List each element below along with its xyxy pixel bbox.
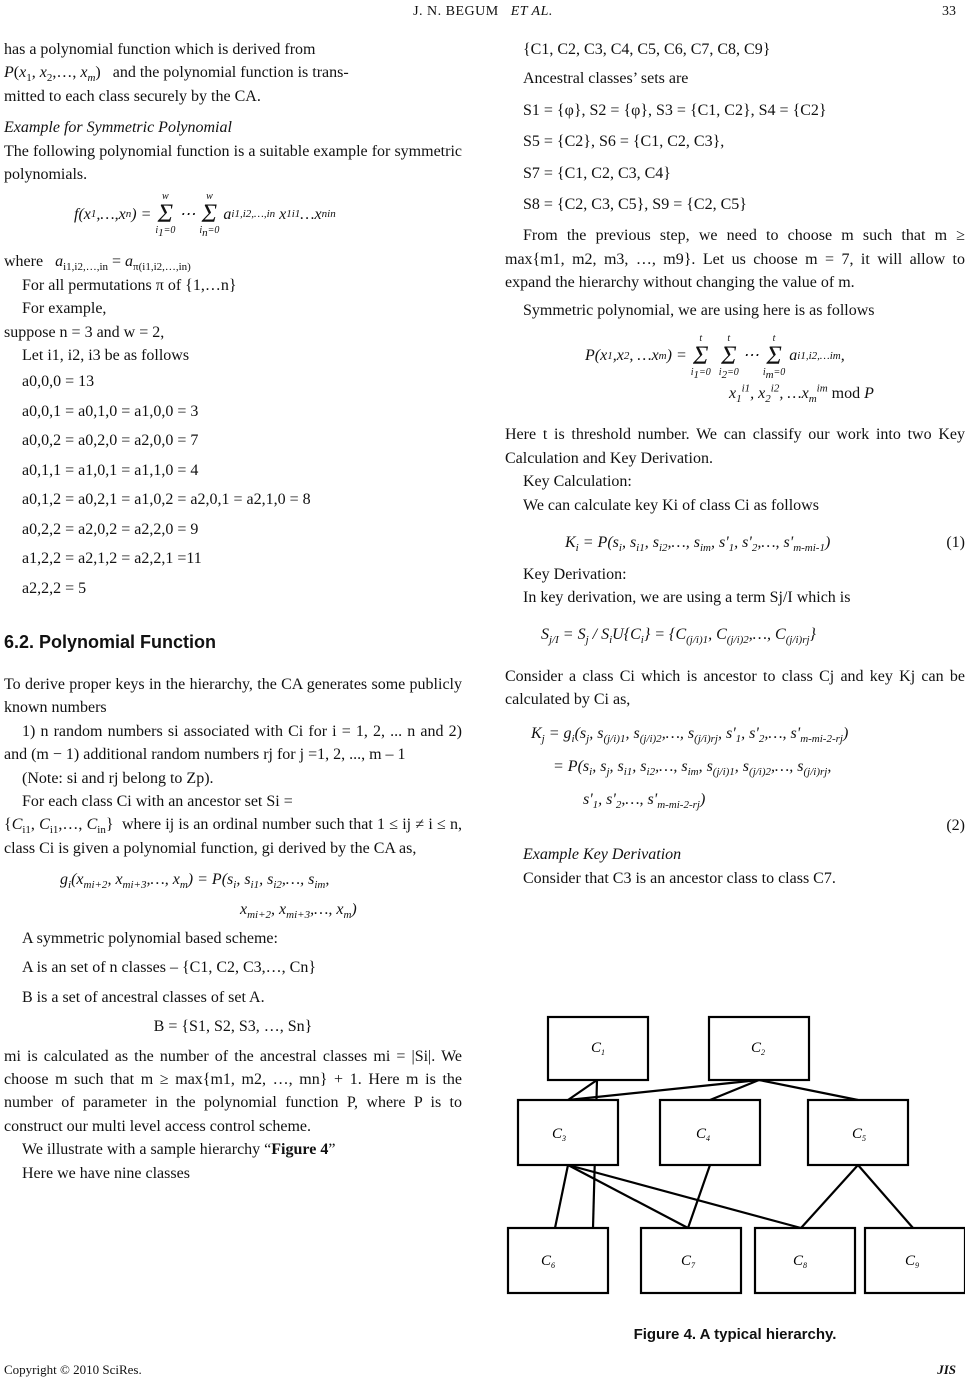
left-p6: mi is calculated as the number of the ancestral classes mi = |Si|. We choose m such that m ≥ max{m1, m2, …, mn} + 1. Here m is the number of parameter in the polynomial function P, where P is to construct our multi level access control scheme. <box>4 1047 462 1135</box>
left-p4: 1) n random numbers si associated with Ci for i = 1, 2, ... n and 2) and (m − 1) additional random numbers rj for j =1, 2, ..., m – 1 <box>4 722 462 764</box>
section-heading: 6.2. Polynomial Function <box>4 632 217 653</box>
example-heading: Example for Symmetric Polynomial <box>4 119 232 137</box>
label-C4: $C_4$ <box>696 1126 711 1143</box>
note-line: (Note: si and rj belong to Zp). <box>22 769 214 787</box>
coeff-item: a1,2,2 = a2,1,2 = a2,2,1 =11 <box>22 550 202 568</box>
coeff-item: a0,1,2 = a0,2,1 = a1,0,2 = a2,0,1 = a2,1,0 = 8 <box>22 491 311 509</box>
example-key-derivation-line: Consider that C3 is an ancestor class to class C7. <box>523 869 836 887</box>
left-p1c: mitted to each class securely by the CA. <box>4 87 261 105</box>
copyright: Copyright © 2010 SciRes. <box>4 1362 142 1377</box>
key-deriv-heading: Key Derivation: <box>523 565 627 583</box>
ancestral-line: Ancestral classes’ sets are <box>523 70 689 88</box>
example-key-derivation-heading: Example Key Derivation <box>523 846 682 864</box>
key-calc-heading: Key Calculation: <box>523 473 632 491</box>
equation-2: $K_j = g_i(s_j$, $s_{(j/i)1}$, $s_{(j/i)2},\dots$, $s_{(j/i)rj}$, $s'_1$, $s'_2,\dots$, $s'_{m-mi-2-rj}$) = $P(s_i$, $s_j$, $s_{i1}$, $s_{i2},\dots$, $s_{im}$, $s_{(j/i)1}$, $s_{(j/i)2},\dots$, $s_{(j/i)rj}$, $s'_1$, $s'_2,\dots$, $s'_{m-mi-2-rj}$) (2) <box>505 722 965 838</box>
left-p1: has a polynomial function which is derived from <box>4 41 316 58</box>
equation-number-1: (1) <box>946 534 965 552</box>
right-p4: Consider a class Ci which is ancestor to class Cj and key Kj can be calculated by Ci as, <box>505 667 965 709</box>
coeff-item: a0,0,0 = 13 <box>22 373 95 391</box>
node-C4 <box>660 1100 760 1165</box>
label-C2: $C_2$ <box>751 1040 766 1057</box>
let-line: Let i1, i2, i3 be as follows <box>22 347 190 365</box>
label-C5: $C_5$ <box>852 1126 867 1143</box>
left-p1b: and the polynomial function is trans- <box>112 64 349 82</box>
equation-number-2: (2) <box>946 816 965 834</box>
right-column <box>505 38 965 890</box>
equation-P: P ( x 1 , x 2 , … x m ) = t Σ $i_1=0$ t Σ $i_2=0$ ⋯ t Σ $i_m=0$ a i1,i2,…im , $x_1^{i1}$, $x_2^{i2}$, $\dots x_m^{im}$ mod P <box>585 333 874 406</box>
coeff-item: a0,0,1 = a0,1,0 = a1,0,0 = 3 <box>22 402 199 420</box>
right-p3: Here t is threshold number. We can classify our work into two Key Calculation and Key Derivation. <box>505 426 965 467</box>
where-word: where <box>4 253 44 271</box>
left-column <box>4 38 462 1185</box>
illustrate-line <box>4 1138 462 1161</box>
node-C3 <box>518 1100 618 1165</box>
coeff-item: a0,2,2 = a2,0,2 = a2,2,0 = 9 <box>22 520 199 538</box>
coeff-item: a2,2,2 = 5 <box>22 579 87 597</box>
header-et-al: ET AL. <box>510 4 553 19</box>
for-example: For example, <box>22 300 107 318</box>
left-p3: To derive proper keys in the hierarchy, the CA generates some publicly known numbers <box>4 675 462 717</box>
sets-line-4: S8 = {C2, C3, C5}, S9 = {C2, C5} <box>523 196 747 214</box>
coeff-item: a0,1,1 = a1,0,1 = a1,1,0 = 4 <box>22 461 199 479</box>
coeff-item: a0,0,2 = a0,2,0 = a2,0,0 = 7 <box>22 432 199 450</box>
key-calc-line: We can calculate key Ki of class Ci as follows <box>523 496 819 514</box>
right-p2: Symmetric polynomial, we are using here is as follows <box>523 301 875 319</box>
page-number: 33 <box>942 4 956 19</box>
running-head <box>0 4 966 24</box>
label-C8: $C_8$ <box>793 1253 808 1270</box>
equation-sji: $S_{j/I} = S_j / S_iU\{C_i\} = \{C_{(j/i)1}$, $C_{(j/i)2},\dots$, $C_{(j/i)rj}$} <box>541 626 816 647</box>
illustrate-a: We illustrate with a sample hierarchy “ <box>22 1141 272 1159</box>
scheme-line: A symmetric polynomial based scheme: <box>22 929 278 947</box>
illustrate-c: ” <box>328 1141 336 1159</box>
node-C6 <box>508 1228 608 1293</box>
equation-1: $K_i = P(s_i$, $s_{i1}$, $s_{i2},\dots$, $s_{im}$, $s'_1$, $s'_2,\dots$, $s'_{m-mi-1}$) (1) <box>505 531 965 554</box>
Bdef-line: B = {S1, S2, S3, …, Sn} <box>153 1018 313 1036</box>
where-line: where $a_{i1,i2,\dots,in} = a_{\pi(i1,i2,\dots,in)}$ <box>4 253 191 274</box>
setB-line: B is a set of ancestral classes of set A. <box>22 988 265 1006</box>
figure-caption: Figure 4. A typical hierarchy. <box>633 1326 837 1343</box>
key-deriv-line: In key derivation, we are using a term Sj/I which is <box>523 588 851 606</box>
nine-classes-line: Here we have nine classes <box>22 1164 190 1182</box>
label-C7: $C_7$ <box>681 1253 696 1270</box>
setA-line: A is an set of n classes – {C1, C2, C3,…, Cn} <box>22 959 317 977</box>
sets-line-2: S5 = {C2}, S6 = {C1, C2, C3}, <box>523 133 725 151</box>
coeff-list <box>4 367 462 603</box>
left-p1b-line: $P(x_1$, $x_2,\dots$, $x_m$) and the polynomial function is trans- <box>4 64 349 85</box>
equation-symmetric: f ( x 1 ,…, x n ) = w Σ $i_1=0$ ⋯ w Σ $i_n=0$ a i1,i2,…,in x 1 i1 … x n in <box>74 191 336 240</box>
sets-line-1: S1 = {φ}, S2 = {φ}, S3 = {C1, C2}, S4 = {C2} <box>523 101 827 119</box>
left-p5b-line: {$C_{i1}$, $C_{i1},\dots$, $C_{in}$} where ij is an ordinal number such that 1 ≤ ij ≠ i ≤ n, class Ci is given a polynomial function, gi derived by the CA as, <box>4 816 463 857</box>
journal-name: JIS <box>937 1362 956 1377</box>
footer <box>4 1362 956 1378</box>
figure-ref: Figure 4 <box>271 1141 329 1159</box>
label-C1: $C_1$ <box>591 1040 606 1057</box>
label-C9: $C_9$ <box>905 1253 920 1270</box>
label-C6: $C_6$ <box>541 1253 556 1270</box>
hierarchy-figure <box>505 1000 965 1300</box>
perm-line: For all permutations π of {1,…n} <box>22 276 237 294</box>
class-set-line: {C1, C2, C3, C4, C5, C6, C7, C8, C9} <box>523 41 771 58</box>
suppose-line: suppose n = 3 and w = 2, <box>4 323 165 341</box>
right-p1: From the previous step, we need to choose m such that m ≥ max{m1, m2, m3, …, m9}. Let us choose m = 7, it will allow to expand the hierarchy without changing the value of m. <box>505 227 965 292</box>
sets-line-3: S7 = {C1, C2, C3, C4} <box>523 164 671 182</box>
left-p5: For each class Ci with an ancestor set Si = <box>22 792 293 810</box>
header-authors: J. N. BEGUM <box>413 4 499 19</box>
left-p2: The following polynomial function is a suitable example for symmetric polynomials. <box>4 142 462 184</box>
label-C3: $C_3$ <box>552 1126 567 1143</box>
equation-g: $g_i(x_{mi+2}$, $x_{mi+3},\dots$, $x_m) = P(s_i$, $s_{i1}$, $s_{i2},\dots$, $s_{im}$, $x_{mi+2}$, $x_{mi+3},\dots$, $x_m$) <box>60 871 357 921</box>
left-p5b: where ij is an ordinal number such that 1 ≤ ij ≠ i ≤ n, class Ci is given a polynomial function, gi derived by the CA as, <box>4 816 463 857</box>
